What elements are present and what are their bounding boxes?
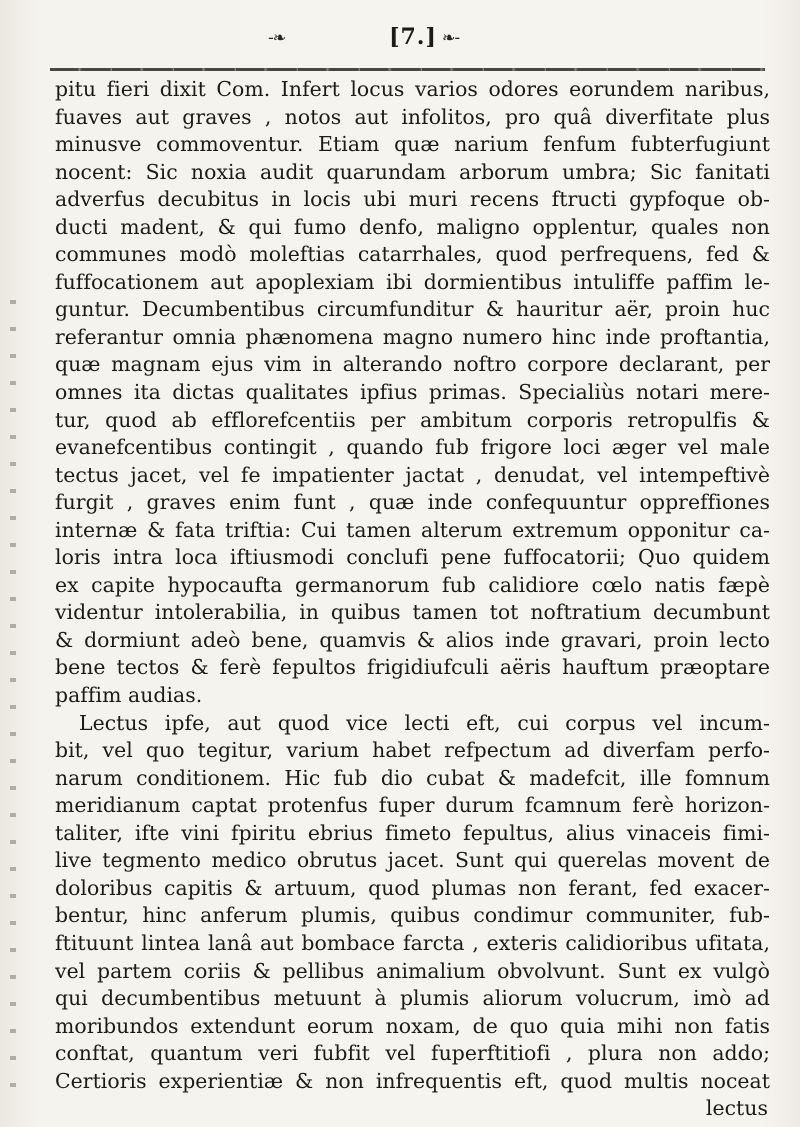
text-line: pitu fieri dixit Com. Infert locus varios odores eorundem naribus, — [55, 77, 770, 101]
catchword: lectus — [705, 1096, 768, 1121]
text-line: videntur intolerabilia, in quibus tamen tot noftratium decumbunt — [55, 600, 770, 625]
text-line: Certioris experientiæ & non infrequentis eft, quod multis noceat — [55, 1068, 770, 1093]
text-line: tectus jacet, vel fe impatienter jactat , denudat, vel intempeftivè — [55, 462, 770, 487]
text-line: furgit , graves enim funt , quæ inde confequuntur oppreffiones — [55, 490, 770, 515]
page-header — [0, 22, 800, 52]
text-line: fuaves aut graves , notos aut infolitos, pro quâ diverfitate plus — [55, 104, 770, 129]
text-line: communes modò moleftias catarrhales, quod perfrequens, fed & — [55, 242, 770, 267]
header-rule — [50, 68, 765, 71]
text-line: minusve commoventur. Etiam quæ narium fenfum fubterfugiunt — [55, 132, 770, 157]
text-line: guntur. Decumbentibus circumfunditur & hauritur aër, proin huc — [55, 297, 770, 322]
text-line: qui decumbentibus metuunt à plumis aliorum volucrum, imò ad — [55, 986, 770, 1011]
text-line: taliter, ifte vini fpiritu ebrius fimeto fepultus, alius vinaceis fimi- — [55, 820, 770, 845]
text-line: moribundos extendunt eorum noxam, de quo quia mihi non fatis — [55, 1013, 770, 1038]
text-line: quæ magnam ejus vim in alterando noftro corpore declarant, per — [55, 352, 770, 377]
body-text — [55, 76, 770, 1123]
text-line: evanefcentibus contingit , quando fub frigore loci æger vel male — [55, 435, 770, 460]
text-line: bentur, hinc anferum plumis, quibus condimur communiter, fub- — [55, 903, 770, 928]
text-line: ducti madent, & qui fumo denfo, maligno opplentur, quales non — [55, 214, 770, 239]
text-line: referantur omnia phænomena magno numero hinc inde proftantia, — [55, 324, 770, 349]
text-line: tur, quod ab efflorefcentiis per ambitum corporis retropulfis & — [55, 407, 770, 432]
page-number: [7.] — [389, 24, 437, 50]
text-line: bit, vel quo tegitur, varium habet refpectum ad diverfam perfo- — [55, 738, 770, 763]
text-line: internæ & fata triftia: Cui tamen alterum extremum opponitur ca- — [55, 517, 770, 542]
text-line: omnes ita dictas qualitates ipfius primas. Specialiùs notari mere- — [55, 380, 770, 405]
text-line: loris intra loca iftiusmodi conclufi pene fuffocatorii; Quo quidem — [55, 545, 770, 570]
paragraph-start-line: Lectus ipfe, aut quod vice lecti eft, cui corpus vel incum- — [79, 710, 770, 735]
header-ornament-right: ❧- — [442, 28, 460, 47]
text-line: doloribus capitis & artuum, quod plumas non ferant, fed exacer- — [55, 875, 770, 900]
text-line: nocent: Sic noxia audit quarundam arborum umbra; Sic fanitati — [55, 159, 770, 184]
text-line: conftat, quantum veri fubfit vel fuperftitiofi , plura non addo; — [55, 1041, 770, 1066]
header-ornament-left: -❧ — [268, 28, 286, 47]
text-line: adverfus decubitus in locis ubi muri recens ftructi gypfoque ob- — [55, 187, 770, 212]
binding-shadow — [10, 300, 16, 1100]
paragraph-end-line: paffim audias. — [55, 683, 203, 708]
text-line: live tegmento medico obrutus jacet. Sunt qui querelas movent de — [55, 848, 770, 873]
text-line: ex capite hypocaufta germanorum fub calidiore cœlo natis fæpè — [55, 572, 770, 597]
text-line: ftituunt lintea lanâ aut bombace farcta , exteris calidioribus ufitata, — [55, 930, 770, 955]
text-line: narum conditionem. Hic fub dio cubat & madefcit, ille fomnum — [55, 765, 770, 790]
text-line: fuffocationem aut apoplexiam ibi dormientibus intuliffe paffim le- — [55, 269, 770, 294]
text-line: meridianum captat protenfus fuper durum fcamnum ferè horizon- — [55, 793, 770, 818]
text-line: bene tectos & ferè fepultos frigidiufculi aëris hauftum præoptare — [55, 655, 770, 680]
text-line: vel partem coriis & pellibus animalium obvolvunt. Sunt ex vulgò — [55, 958, 770, 983]
text-line: & dormiunt adeò bene, quamvis & alios inde gravari, proin lecto — [55, 627, 770, 652]
